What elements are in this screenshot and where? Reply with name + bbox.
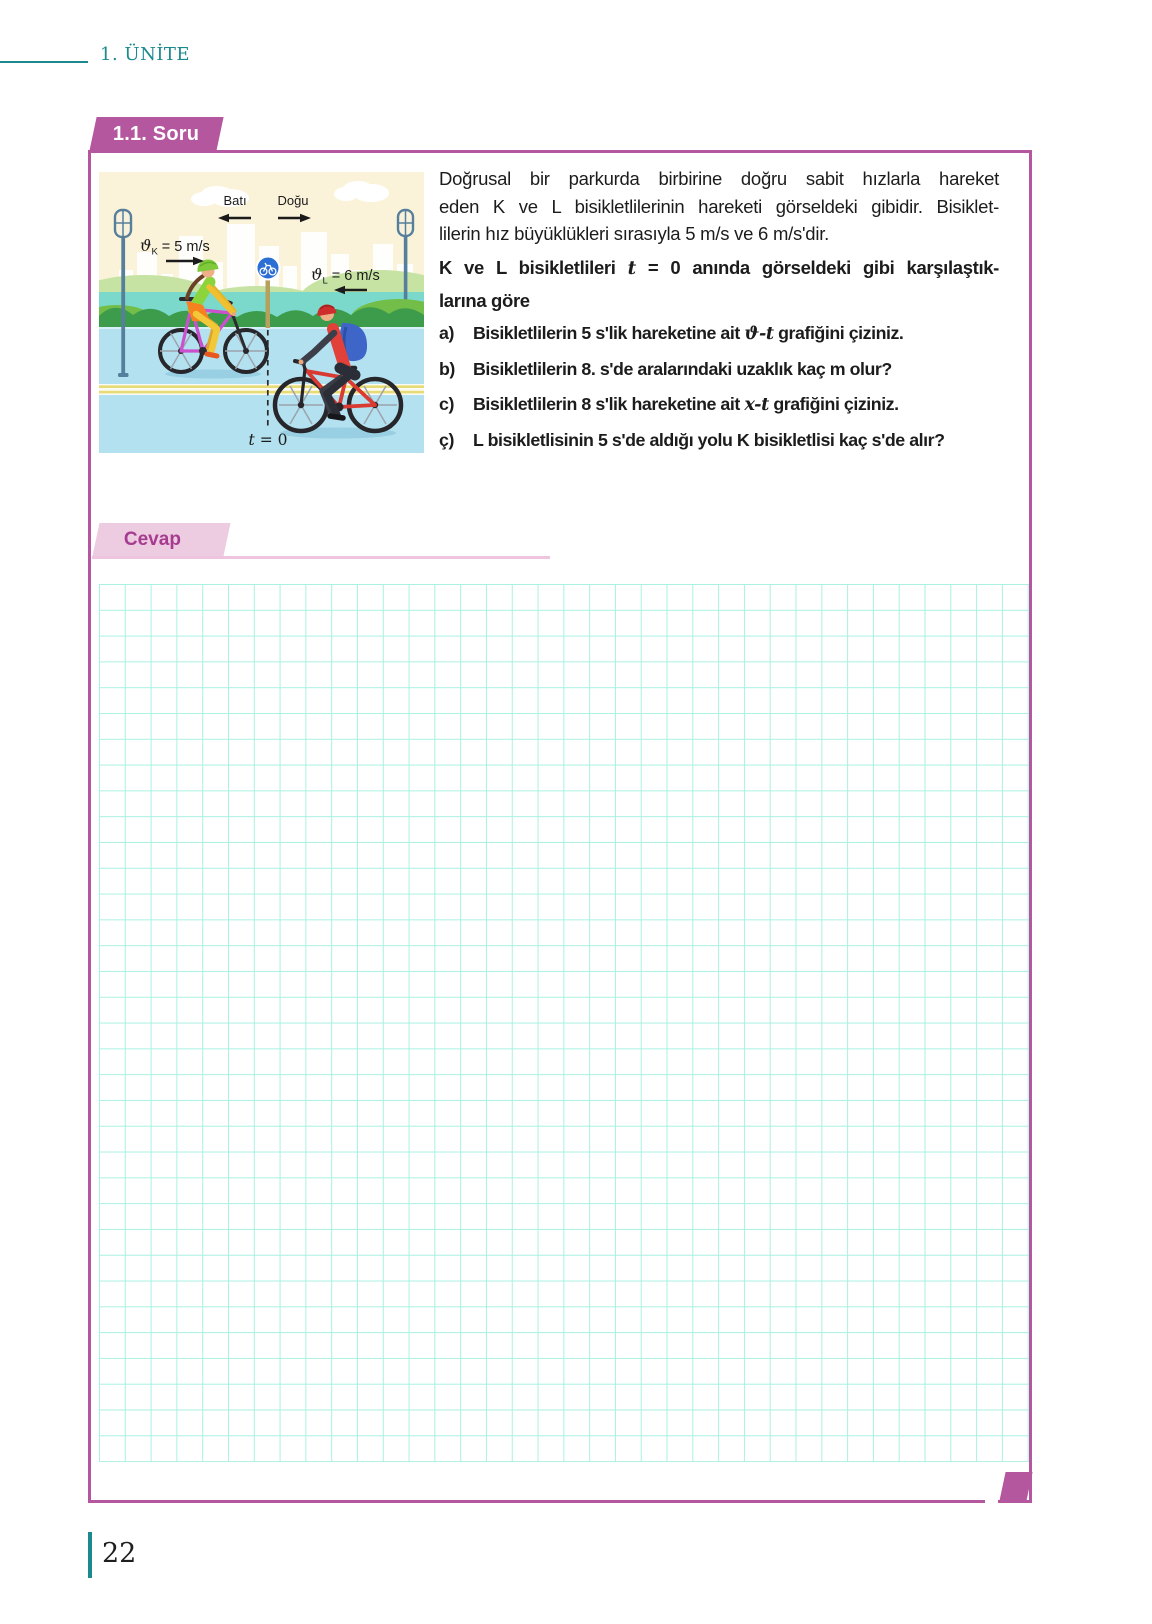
road-center-lines: [99, 384, 424, 395]
question-item-text: Bisikletlilerin 8. s'de aralarındaki uzaklık kaç m olur?: [473, 359, 892, 379]
question-item-letter: a): [439, 323, 454, 343]
answer-grid: [99, 584, 1029, 1462]
svg-text:ϑK = 5 m/s: $ϑ_K = 5$ m/s: [140, 236, 210, 258]
question-badge-label: 1.1. Soru: [113, 122, 200, 145]
east-label: Doğu: [277, 193, 309, 208]
question-intro: [439, 165, 999, 248]
question-item-text: Bisikletlilerin 5 s'lik hareketine ait ϑ-t grafiğini çiziniz.: [473, 323, 904, 344]
text-line: K ve L bisikletlileri t = 0 anında görseldeki gibi karşılaştık-: [439, 257, 999, 279]
question-item: [439, 321, 999, 346]
svg-text:ϑL = 6 m/s: $ϑ_L = 6$ m/s: [311, 265, 380, 287]
question-item: [439, 357, 999, 381]
answer-badge-label: Cevap: [124, 528, 182, 550]
west-label: Batı: [223, 193, 247, 208]
question-given: [439, 252, 999, 317]
question-card: [88, 150, 1032, 1503]
text-line: larına göre: [439, 290, 530, 311]
question-item-letter: ç): [439, 430, 454, 450]
text-line: Doğrusal bir parkurda birbirine doğru sabit hızlarla hareket: [439, 168, 999, 189]
page-number: 22: [102, 1538, 137, 1569]
question-badge: [89, 117, 223, 151]
question-item: [439, 392, 999, 417]
t-zero-label: t = 0: [248, 431, 288, 449]
question-item-text: L bisikletlisinin 5 s'de aldığı yolu K bisikletlisi kaç s'de alır?: [473, 430, 945, 450]
question-item-text: Bisikletlilerin 8 s'lik hareketine ait x-t grafiğini çiziniz.: [473, 394, 899, 415]
question-figure: [99, 172, 424, 453]
border-gap: [985, 1500, 998, 1503]
question-item-letter: b): [439, 359, 455, 379]
answer-rule: [92, 556, 550, 559]
text-line: eden K ve L bisikletlilerinin hareketi görseldeki gibidir. Bisiklet-: [439, 195, 999, 217]
unit-rule: [0, 61, 88, 63]
text-line: lilerin hız büyüklükleri sırasıyla 5 m/s ve 6 m/s'dir.: [439, 223, 829, 244]
question-item-letter: c): [439, 394, 454, 414]
question-item: [439, 428, 999, 452]
unit-title: 1. ÜNİTE: [100, 44, 191, 65]
answer-badge: [92, 523, 230, 556]
question-items: [439, 321, 999, 463]
cyclists-illustration: [99, 172, 424, 453]
page-number-bar: [88, 1532, 92, 1578]
